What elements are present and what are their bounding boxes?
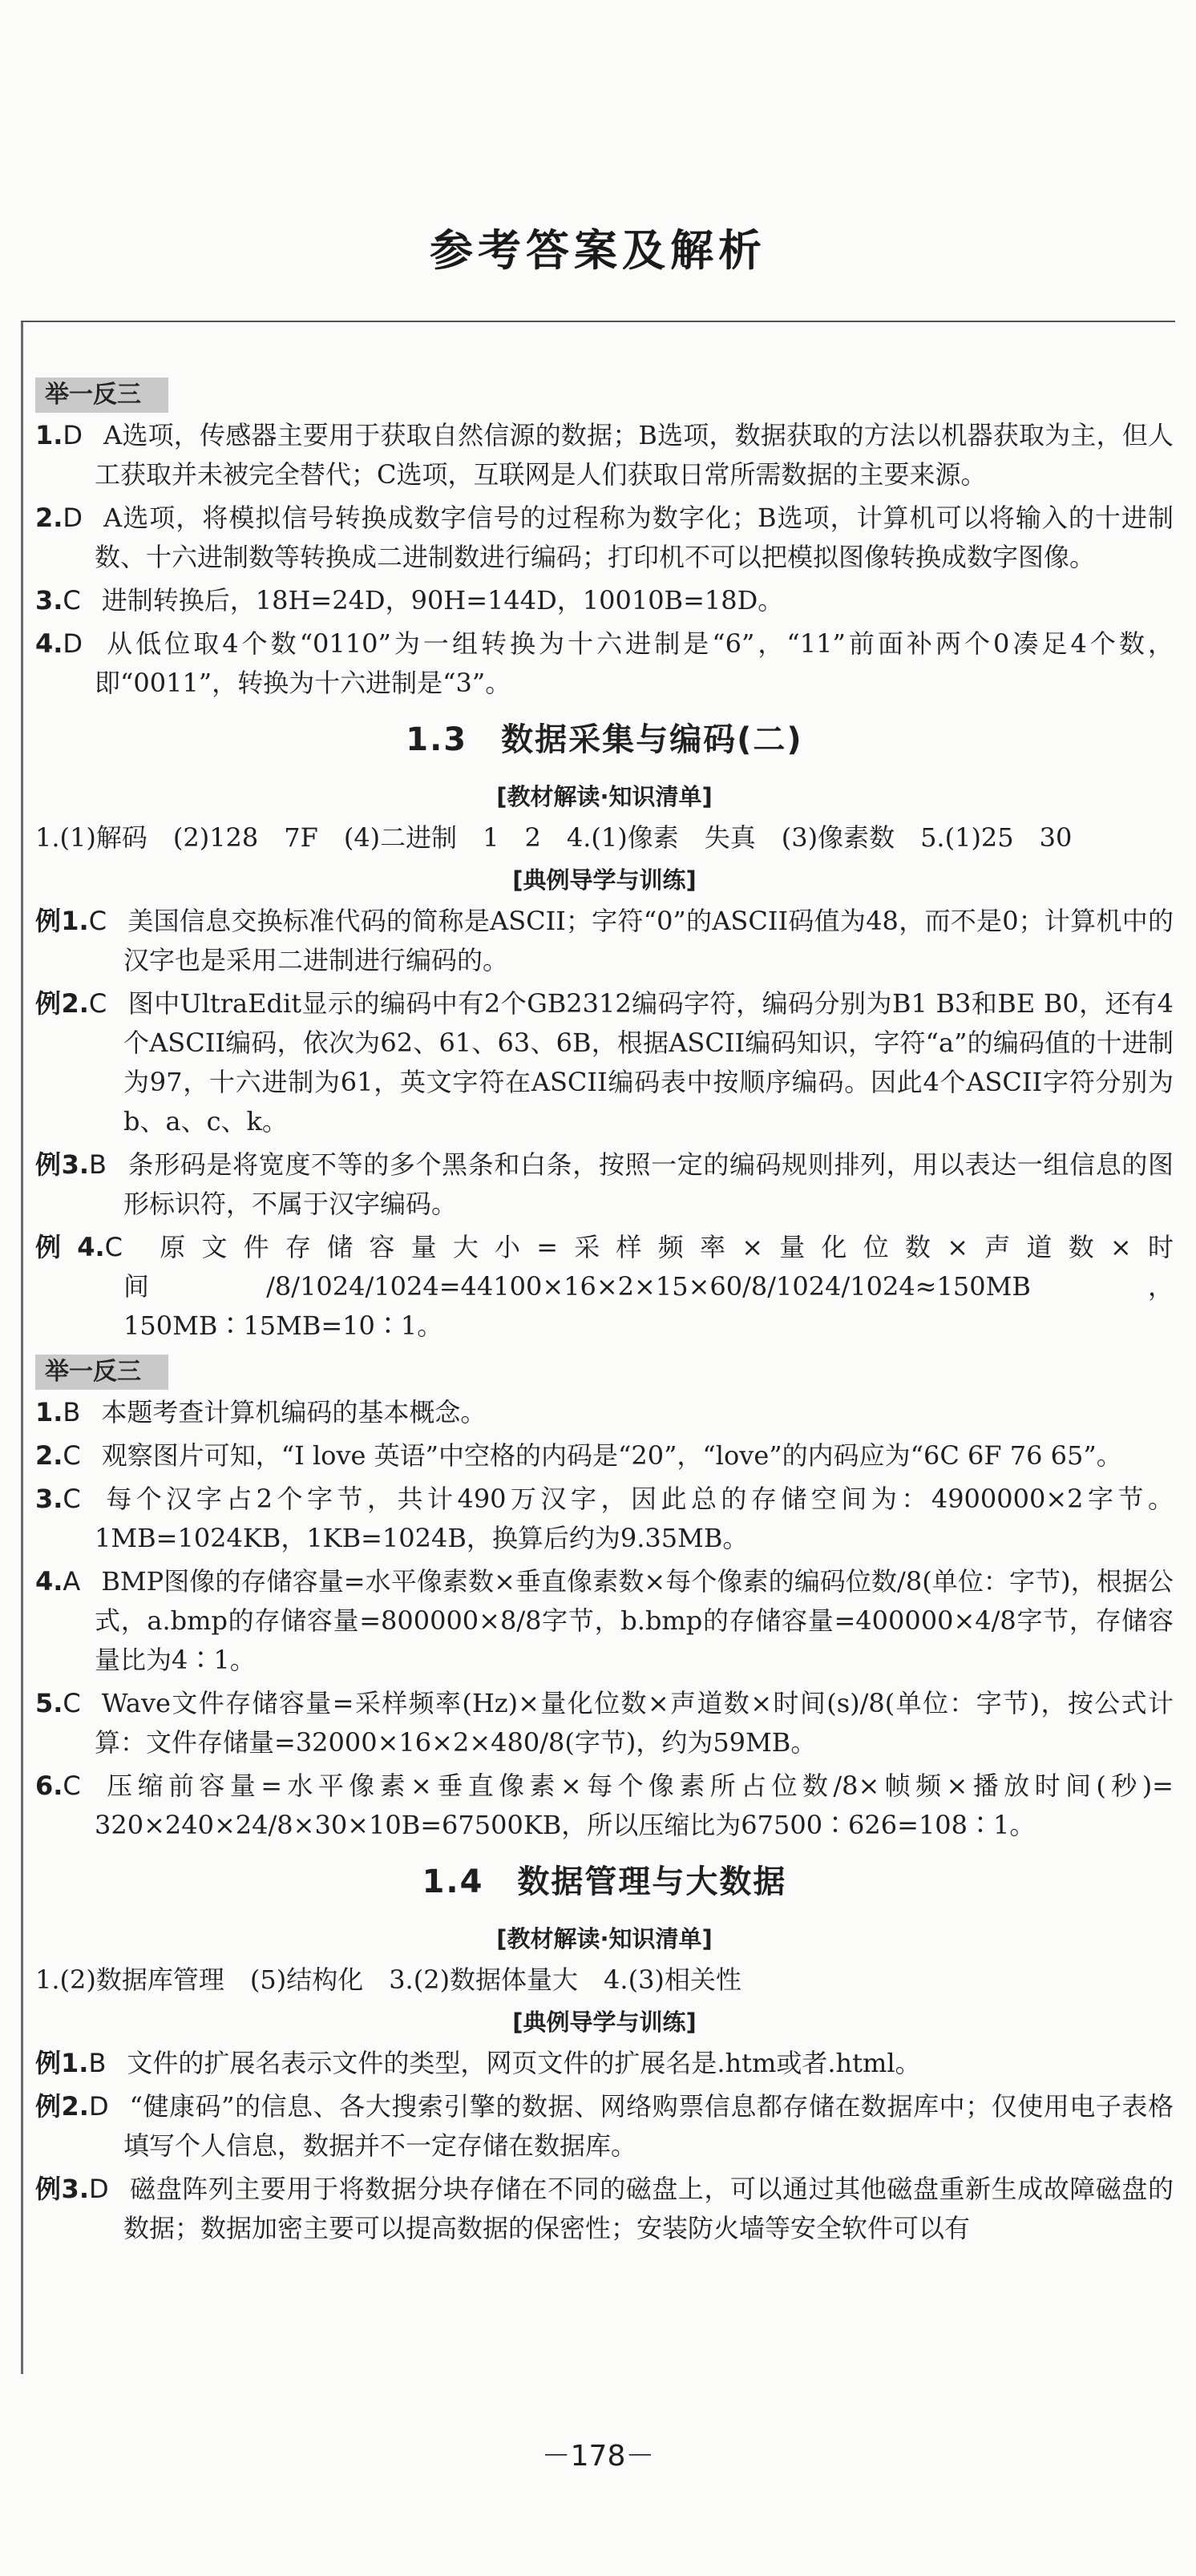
example-item: 例3.D 磁盘阵列主要用于将数据分块存储在不同的磁盘上，可以通过其他磁盘重新生成故障磁盘的数据；数据加密主要可以提高数据的保密性；安装防火墙等安全软件可以有	[35, 2174, 1174, 2243]
answer-item: 3.C 进制转换后，18H=24D，90H=144D，10010B=18D。	[35, 585, 784, 616]
section-title: 1.4 数据管理与大数据	[422, 1863, 787, 1900]
subheading: [典例导学与训练]	[512, 866, 697, 894]
example-item: 例2.C 图中UltraEdit显示的编码中有2个GB2312编码字符，编码分别为B1 B3和BE B0，还有4个ASCII编码，依次为62、61、63、6B，根据ASCII编码知识，字符“a”的编码值的十进制为97，十六进制为61，英文字符在ASCII编码表中按顺序编码。因此4个ASCII字符分别为b、a、c、k。	[35, 988, 1174, 1137]
left-margin-rule	[21, 322, 23, 2374]
answer-content	[35, 373, 1174, 2252]
answer-item: 1.B 本题考查计算机编码的基本概念。	[35, 1397, 487, 1427]
subheading: [典例导学与训练]	[512, 2009, 697, 2036]
knowledge-list: 1.(2)数据库管理 (5)结构化 3.(2)数据体量大 4.(3)相关性	[35, 1964, 741, 1995]
answer-item: 6.C 压缩前容量=水平像素×垂直像素×每个像素所占位数/8×帧频×播放时间(秒)= 320×240×24/8×30×10B=67500KB，所以压缩比为67500∶626=108∶1。	[35, 1770, 1174, 1840]
page-number: －178－	[541, 2440, 655, 2473]
page-title: 参考答案及解析	[430, 225, 766, 276]
example-item: 例3.B 条形码是将宽度不等的多个黑条和白条，按照一定的编码规则排列，用以表达一组信息的图形标识符，不属于汉字编码。	[35, 1149, 1174, 1219]
answer-item: 3.C 每个汉字占2个字节，共计490万汉字，因此总的存储空间为：4900000×2字节。1MB=1024KB，1KB=1024B，换算后约为9.35MB。	[35, 1484, 1174, 1553]
answer-item: 1.D A选项，传感器主要用于获取自然信源的数据；B选项，数据获取的方法以机器获取为主，但人工获取并未被完全替代；C选项，互联网是人们获取日常所需数据的主要来源。	[35, 420, 1174, 490]
answer-item: 4.D 从低位取4个数“0110”为一组转换为十六进制是“6”，“11”前面补两个0凑足4个数，即“0011”，转换为十六进制是“3”。	[35, 628, 1174, 698]
answer-item: 2.C 观察图片可知，“I love 英语”中空格的内码是“20”，“love”的内码应为“6C 6F 76 65”。	[35, 1440, 1122, 1471]
example-item: 例2.D “健康码”的信息、各大搜索引擎的数据、网络购票信息都存储在数据库中；仅使用电子表格填写个人信息，数据并不一定存储在数据库。	[35, 2091, 1174, 2161]
example-item: 例1.B 文件的扩展名表示文件的类型，网页文件的扩展名是.htm或者.html。	[35, 2048, 921, 2078]
answer-item: 5.C Wave文件存储容量=采样频率(Hz)×量化位数×声道数×时间(s)/8(单位：字节)，按公式计算：文件存储量=32000×16×2×480/8(字节)，约为59MB。	[35, 1688, 1174, 1758]
answer-item: 4.A BMP图像的存储容量=水平像素数×垂直像素数×每个像素的编码位数/8(单位：字节)，根据公式，a.bmp的存储容量=800000×8/8字节，b.bmp的存储容量=400000×4/8字节，存储容量比为4∶1。	[35, 1566, 1174, 1675]
section-tag: 举一反三	[35, 1355, 168, 1390]
section-tag: 举一反三	[35, 378, 168, 413]
top-divider	[21, 321, 1175, 322]
knowledge-list: 1.(1)解码 (2)128 7F (4)二进制 1 2 4.(1)像素 失真 (3)像素数 5.(1)25 30	[35, 822, 1073, 853]
example-item: 例4.C 原文件存储容量大小=采样频率×量化位数×声道数×时间/8/1024/1024=44100×16×2×15×60/8/1024/1024≈150MB，150MB∶15MB=10∶1。	[35, 1232, 1174, 1341]
section-title: 1.3 数据采集与编码(二)	[406, 721, 803, 758]
example-item: 例1.C 美国信息交换标准代码的简称是ASCII；字符“0”的ASCII码值为48，而不是0；计算机中的汉字也是采用二进制进行编码的。	[35, 906, 1174, 975]
subheading: [教材解读·知识清单]	[496, 783, 713, 810]
answer-item: 2.D A选项，将模拟信号转换成数字信号的过程称为数字化；B选项，计算机可以将输入的十进制数、十六进制数等转换成二进制数进行编码；打印机不可以把模拟图像转换成数字图像。	[35, 503, 1174, 572]
subheading: [教材解读·知识清单]	[496, 1925, 713, 1952]
